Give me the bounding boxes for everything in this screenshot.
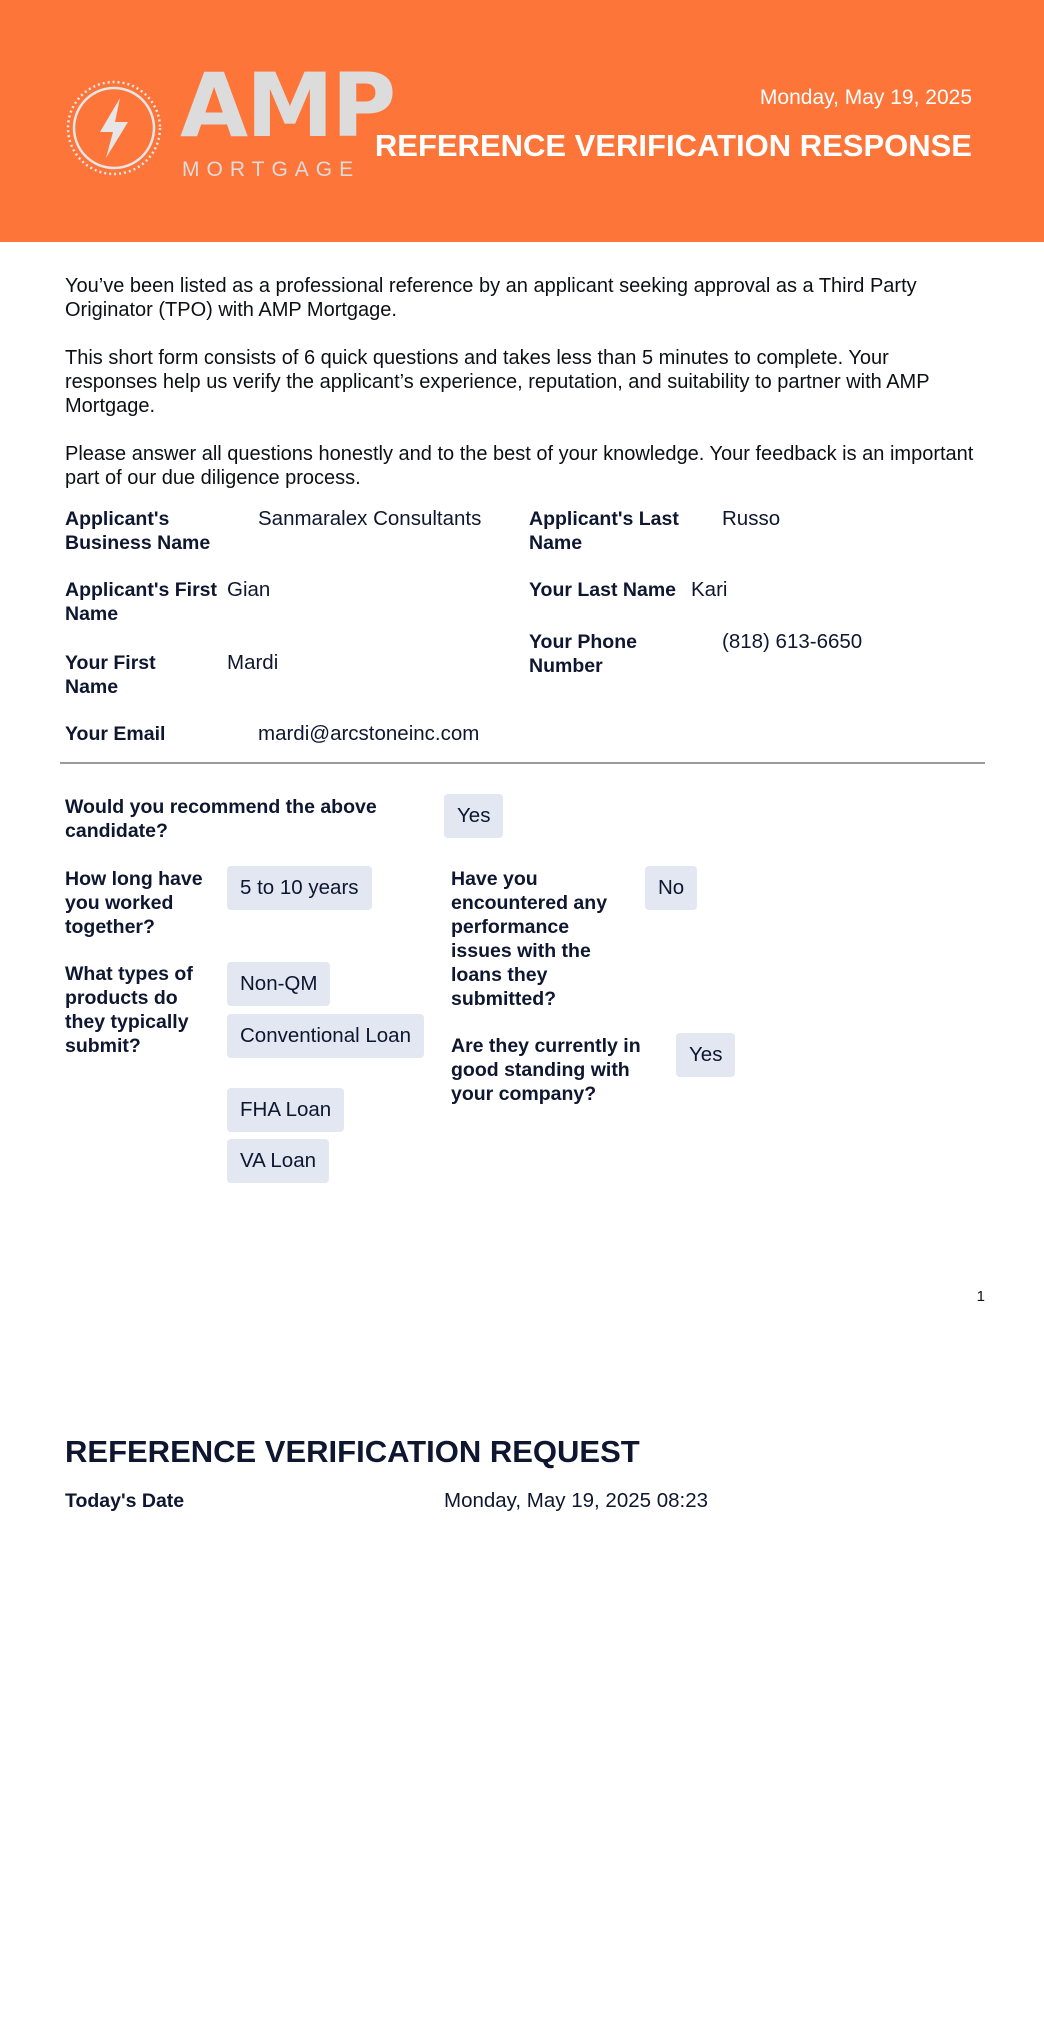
business-name-label: Applicant's Business Name: [65, 508, 211, 554]
applicant-first-name-value: Gian: [227, 578, 271, 601]
todays-date-label: Today's Date: [65, 1490, 185, 1512]
recommend-question: Would you recommend the above candidate?: [65, 796, 377, 842]
product-type-chip: Non-QM: [227, 962, 330, 1006]
applicant-last-name-label: Applicant's Last Name: [529, 508, 679, 554]
request-title: REFERENCE VERIFICATION REQUEST: [65, 1434, 640, 1469]
performance-issues-question: Have you encountered any performance issues with the loans they submitted?: [451, 868, 608, 1010]
how-long-question: How long have you worked together?: [65, 868, 203, 938]
applicant-last-name-value: Russo: [722, 507, 781, 530]
page-title: REFERENCE VERIFICATION RESPONSE: [374, 128, 972, 163]
your-first-name-label: Your First Name: [65, 652, 156, 698]
your-phone-value: (818) 613-6650: [722, 630, 863, 653]
recommend-answer: Yes: [444, 794, 503, 838]
section-divider: [60, 762, 985, 764]
logo-wordmark: AMP: [180, 54, 395, 157]
performance-issues-answer: No: [645, 866, 697, 910]
business-name-value: Sanmaralex Consultants: [258, 507, 482, 530]
how-long-answer: 5 to 10 years: [227, 866, 372, 910]
good-standing-answer: Yes: [676, 1033, 735, 1077]
product-type-chip: FHA Loan: [227, 1088, 344, 1132]
your-email-label: Your Email: [65, 723, 166, 745]
header-banner: [0, 0, 1044, 242]
page-number: 1: [976, 1288, 985, 1305]
intro-paragraph-2: This short form consists of 6 quick questions and takes less than 5 minutes to complete. Your responses help us verify the applicant’s experience, reputation, and suitability to partner with AMP Mortgage.: [65, 347, 930, 417]
product-types-question: What types of products do they typically submit?: [65, 963, 193, 1057]
intro-paragraph-1: You’ve been listed as a professional reference by an applicant seeking approval as a Third Party Originator (TPO) with AMP Mortgage.: [65, 275, 917, 321]
your-email-value: mardi@arcstoneinc.com: [258, 722, 480, 745]
intro-paragraph-3: Please answer all questions honestly and to the best of your knowledge. Your feedback is an important part of our due diligence process.: [65, 443, 974, 489]
logo-subtitle: MORTGAGE: [182, 158, 361, 181]
header-date: Monday, May 19, 2025: [759, 86, 972, 109]
lightning-bolt-icon: [64, 78, 164, 178]
your-first-name-value: Mardi: [227, 651, 279, 674]
applicant-first-name-label: Applicant's First Name: [65, 579, 217, 625]
product-type-chip: VA Loan: [227, 1139, 329, 1183]
good-standing-question: Are they currently in good standing with your company?: [451, 1035, 641, 1105]
your-phone-label: Your Phone Number: [529, 631, 637, 677]
todays-date-value: Monday, May 19, 2025 08:23: [444, 1489, 709, 1512]
product-type-chip: Conventional Loan: [227, 1014, 424, 1058]
your-last-name-label: Your Last Name: [529, 579, 677, 601]
your-last-name-value: Kari: [691, 578, 728, 601]
